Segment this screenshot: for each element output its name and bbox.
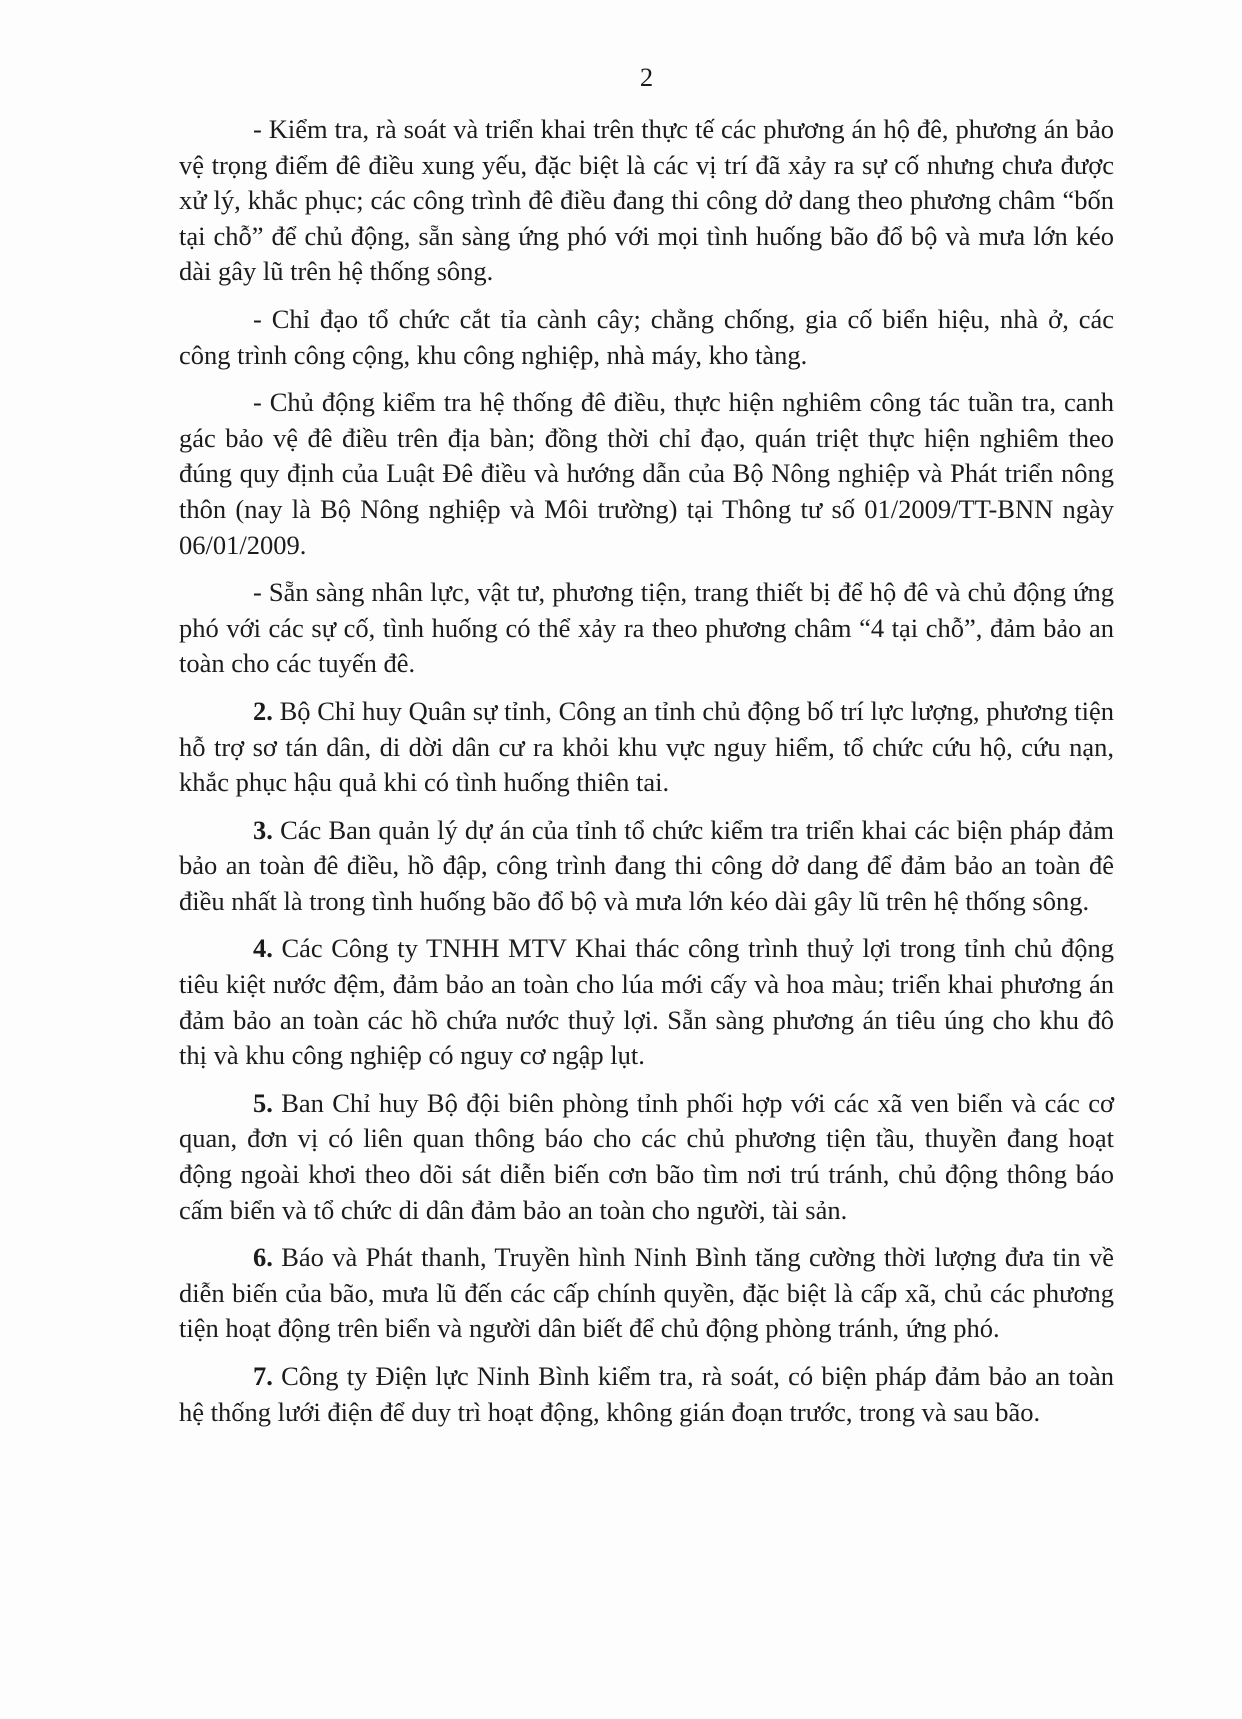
page-number: 2 bbox=[639, 62, 654, 92]
item-5 bbox=[179, 1086, 1114, 1228]
item-7 bbox=[179, 1359, 1114, 1430]
paragraph-text: Bộ Chỉ huy Quân sự tỉnh, Công an tỉnh chủ động bố trí lực lượng, phương tiện hỗ trợ sơ tán dân, di dời dân cư ra khỏi khu vực nguy hiểm, tổ chức cứu hộ, cứu nạn, khắc phục hậu quả khi có tình huống thiên tai. bbox=[179, 695, 1114, 798]
paragraph-3 bbox=[179, 385, 1114, 563]
item-2 bbox=[179, 694, 1114, 801]
item-number: 3. bbox=[253, 814, 273, 845]
item-number: 6. bbox=[253, 1242, 273, 1273]
paragraph-text: - Sẵn sàng nhân lực, vật tư, phương tiện, trang thiết bị để hộ đê và chủ động ứng phó với các sự cố, tình huống có thể xảy ra theo phương châm “4 tại chỗ”, đảm bảo an toàn cho các tuyến đê. bbox=[179, 577, 1114, 679]
paragraph-text: Các Ban quản lý dự án của tỉnh tổ chức kiểm tra triển khai các biện pháp đảm bảo an toàn đê điều, hồ đập, công trình đang thi công dở dang để đảm bảo an toàn đê điều nhất là trong tình huống bão đổ bộ và mưa lớn kéo dài gây lũ trên hệ thống sông. bbox=[179, 814, 1114, 916]
paragraph-text: Ban Chỉ huy Bộ đội biên phòng tỉnh phối hợp với các xã ven biển và các cơ quan, đơn vị có liên quan thông báo cho các chủ phương tiện tầu, thuyền đang hoạt động ngoài khơi theo dõi sát diễn biến cơn bão tìm nơi trú tránh, chủ động thông báo cấm biển và tổ chức di dân đảm bảo an toàn cho người, tài sản. bbox=[179, 1087, 1114, 1225]
item-4 bbox=[179, 931, 1114, 1073]
paragraph-text: - Kiểm tra, rà soát và triển khai trên thực tế các phương án hộ đê, phương án bảo vệ trọng điểm đê điều xung yếu, đặc biệt là các vị trí đã xảy ra sự cố nhưng chưa được xử lý, khắc phục; các công trình đê điều đang thi công dở dang theo phương châm “bốn tại chỗ” để chủ động, sẵn sàng ứng phó với mọi tình huống bão đổ bộ và mưa lớn kéo dài gây lũ trên hệ thống sông. bbox=[179, 114, 1114, 287]
paragraph-text: Báo và Phát thanh, Truyền hình Ninh Bình tăng cường thời lượng đưa tin về diễn biến của bão, mưa lũ đến các cấp chính quyền, đặc biệt là cấp xã, chủ các phương tiện hoạt động trên biển và người dân biết để chủ động phòng tránh, ứng phó. bbox=[179, 1242, 1114, 1344]
paragraph-text: - Chỉ đạo tổ chức cắt tỉa cành cây; chằng chống, gia cố biển hiệu, nhà ở, các công trình công cộng, khu công nghiệp, nhà máy, kho tàng. bbox=[179, 303, 1114, 370]
item-number: 7. bbox=[253, 1361, 273, 1391]
paragraph-4 bbox=[179, 575, 1114, 682]
item-6 bbox=[179, 1240, 1114, 1347]
paragraph-1 bbox=[179, 112, 1114, 290]
item-number: 2. bbox=[253, 695, 273, 726]
paragraph-text: Công ty Điện lực Ninh Bình kiểm tra, rà soát, có biện pháp đảm bảo an toàn hệ thống lưới điện để duy trì hoạt động, không gián đoạn trước, trong và sau bão. bbox=[179, 1361, 1114, 1427]
paragraph-2 bbox=[179, 302, 1114, 373]
item-number: 4. bbox=[253, 933, 273, 964]
item-3 bbox=[179, 813, 1114, 920]
paragraph-text: Các Công ty TNHH MTV Khai thác công trình thuỷ lợi trong tỉnh chủ động tiêu kiệt nước đệm, đảm bảo an toàn cho lúa mới cấy và hoa màu; triển khai phương án đảm bảo an toàn các hồ chứa nước thuỷ lợi. Sẵn sàng phương án tiêu úng cho khu đô thị và khu công nghiệp có nguy cơ ngập lụt. bbox=[179, 933, 1114, 1071]
item-number: 5. bbox=[253, 1087, 273, 1118]
paragraph-text: - Chủ động kiểm tra hệ thống đê điều, thực hiện nghiêm công tác tuần tra, canh gác bảo vệ đê điều trên địa bàn; đồng thời chỉ đạo, quán triệt thực hiện nghiêm theo đúng quy định của Luật Đê điều và hướng dẫn của Bộ Nông nghiệp và Phát triển nông thôn (nay là Bộ Nông nghiệp và Môi trường) tại Thông tư số 01/2009/TT-BNN ngày 06/01/2009. bbox=[179, 387, 1114, 560]
